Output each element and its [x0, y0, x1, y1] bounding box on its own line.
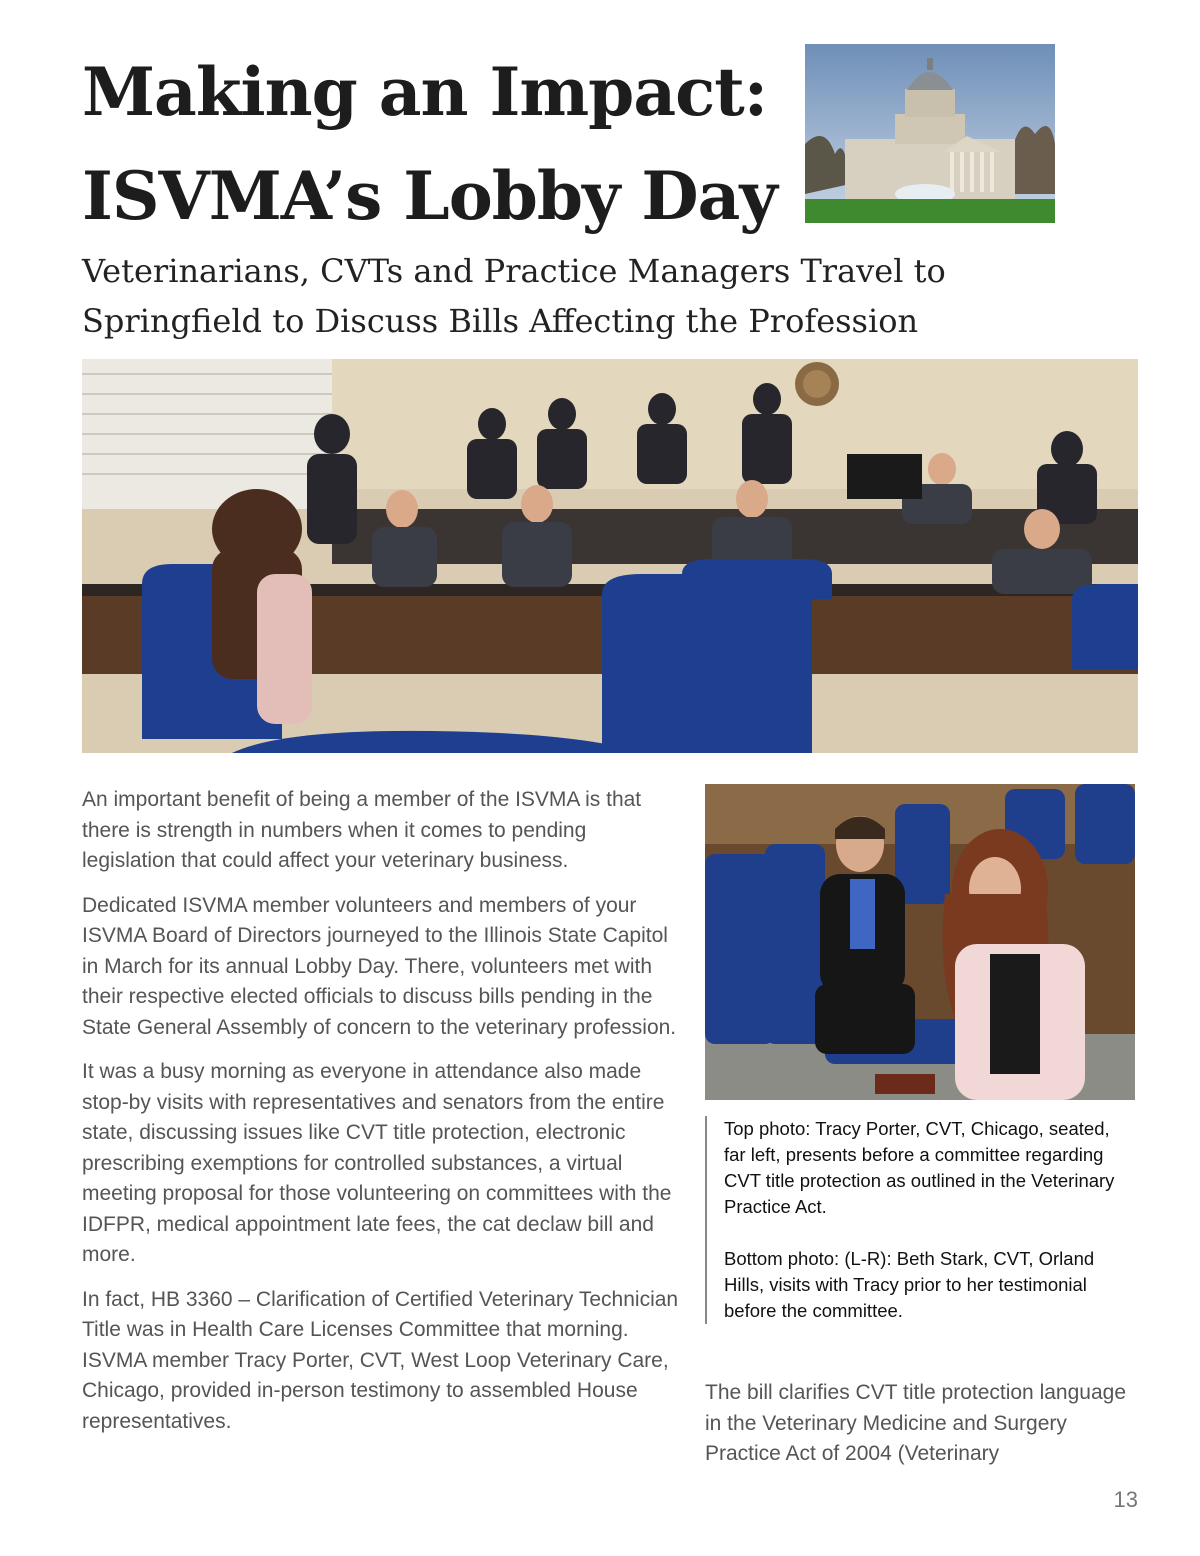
photo-caption: [705, 1116, 1125, 1324]
headline-line-2: ISVMA’s Lobby Day: [82, 157, 777, 235]
article-body-left-column: [82, 785, 682, 1451]
body-paragraph-3: It was a busy morning as everyone in attendance also made stop-by visits with representatives and senators from the entire state, discussing issues like CVT title protection, electronic prescribing exemptions for controlled substances, a virtual meeting proposal for those volunteering on committees with the IDFPR, medical appointment late fees, the cat declaw bill and more.: [82, 1060, 672, 1266]
page-number: 13: [1113, 1487, 1138, 1512]
caption-bottom-photo: Bottom photo: (L-R): Beth Stark, CVT, Orland Hills, visits with Tracy prior to her testimonial before the committee.: [724, 1248, 1095, 1321]
body-paragraph-1: An important benefit of being a member of the ISVMA is that there is strength in numbers when it comes to pending legislation that could affect your veterinary business.: [82, 788, 642, 872]
body-paragraph-4: In fact, HB 3360 – Clarification of Certified Veterinary Technician Title was in Health Care Licenses Committee that morning. ISVMA member Tracy Porter, CVT, West Loop Veterinary Care, Chicago, provided in-person testimony to assembled House representatives.: [82, 1287, 679, 1433]
committee-hearing-photo: [82, 359, 1138, 753]
body-right-paragraph: The bill clarifies CVT title protection language in the Veterinary Medicine and Surgery Practice Act of 2004 (Veterinary: [705, 1381, 1126, 1465]
caption-top-photo: Top photo: Tracy Porter, CVT, Chicago, seated, far left, presents before a committee regarding CVT title protection as outlined in the Veterinary Practice Act.: [724, 1118, 1115, 1217]
beth-stark-tracy-porter-photo: [705, 784, 1135, 1100]
capitol-building-photo: [805, 44, 1055, 223]
body-paragraph-2: Dedicated ISVMA member volunteers and members of your ISVMA Board of Directors journeyed to the Illinois State Capitol in March for its annual Lobby Day. There, volunteers met with their respective elected officials to discuss bills pending in the State General Assembly of concern to the veterinary profession.: [82, 893, 677, 1039]
subhead-line-1: Veterinarians, CVTs and Practice Managers Travel to: [82, 252, 946, 290]
headline-line-1: Making an Impact:: [82, 53, 768, 131]
article-headline: [82, 40, 782, 248]
subhead-line-2: Springfield to Discuss Bills Affecting the Profession: [82, 302, 919, 340]
article-subhead: [82, 246, 1122, 346]
article-body-right-column: [705, 1378, 1135, 1470]
